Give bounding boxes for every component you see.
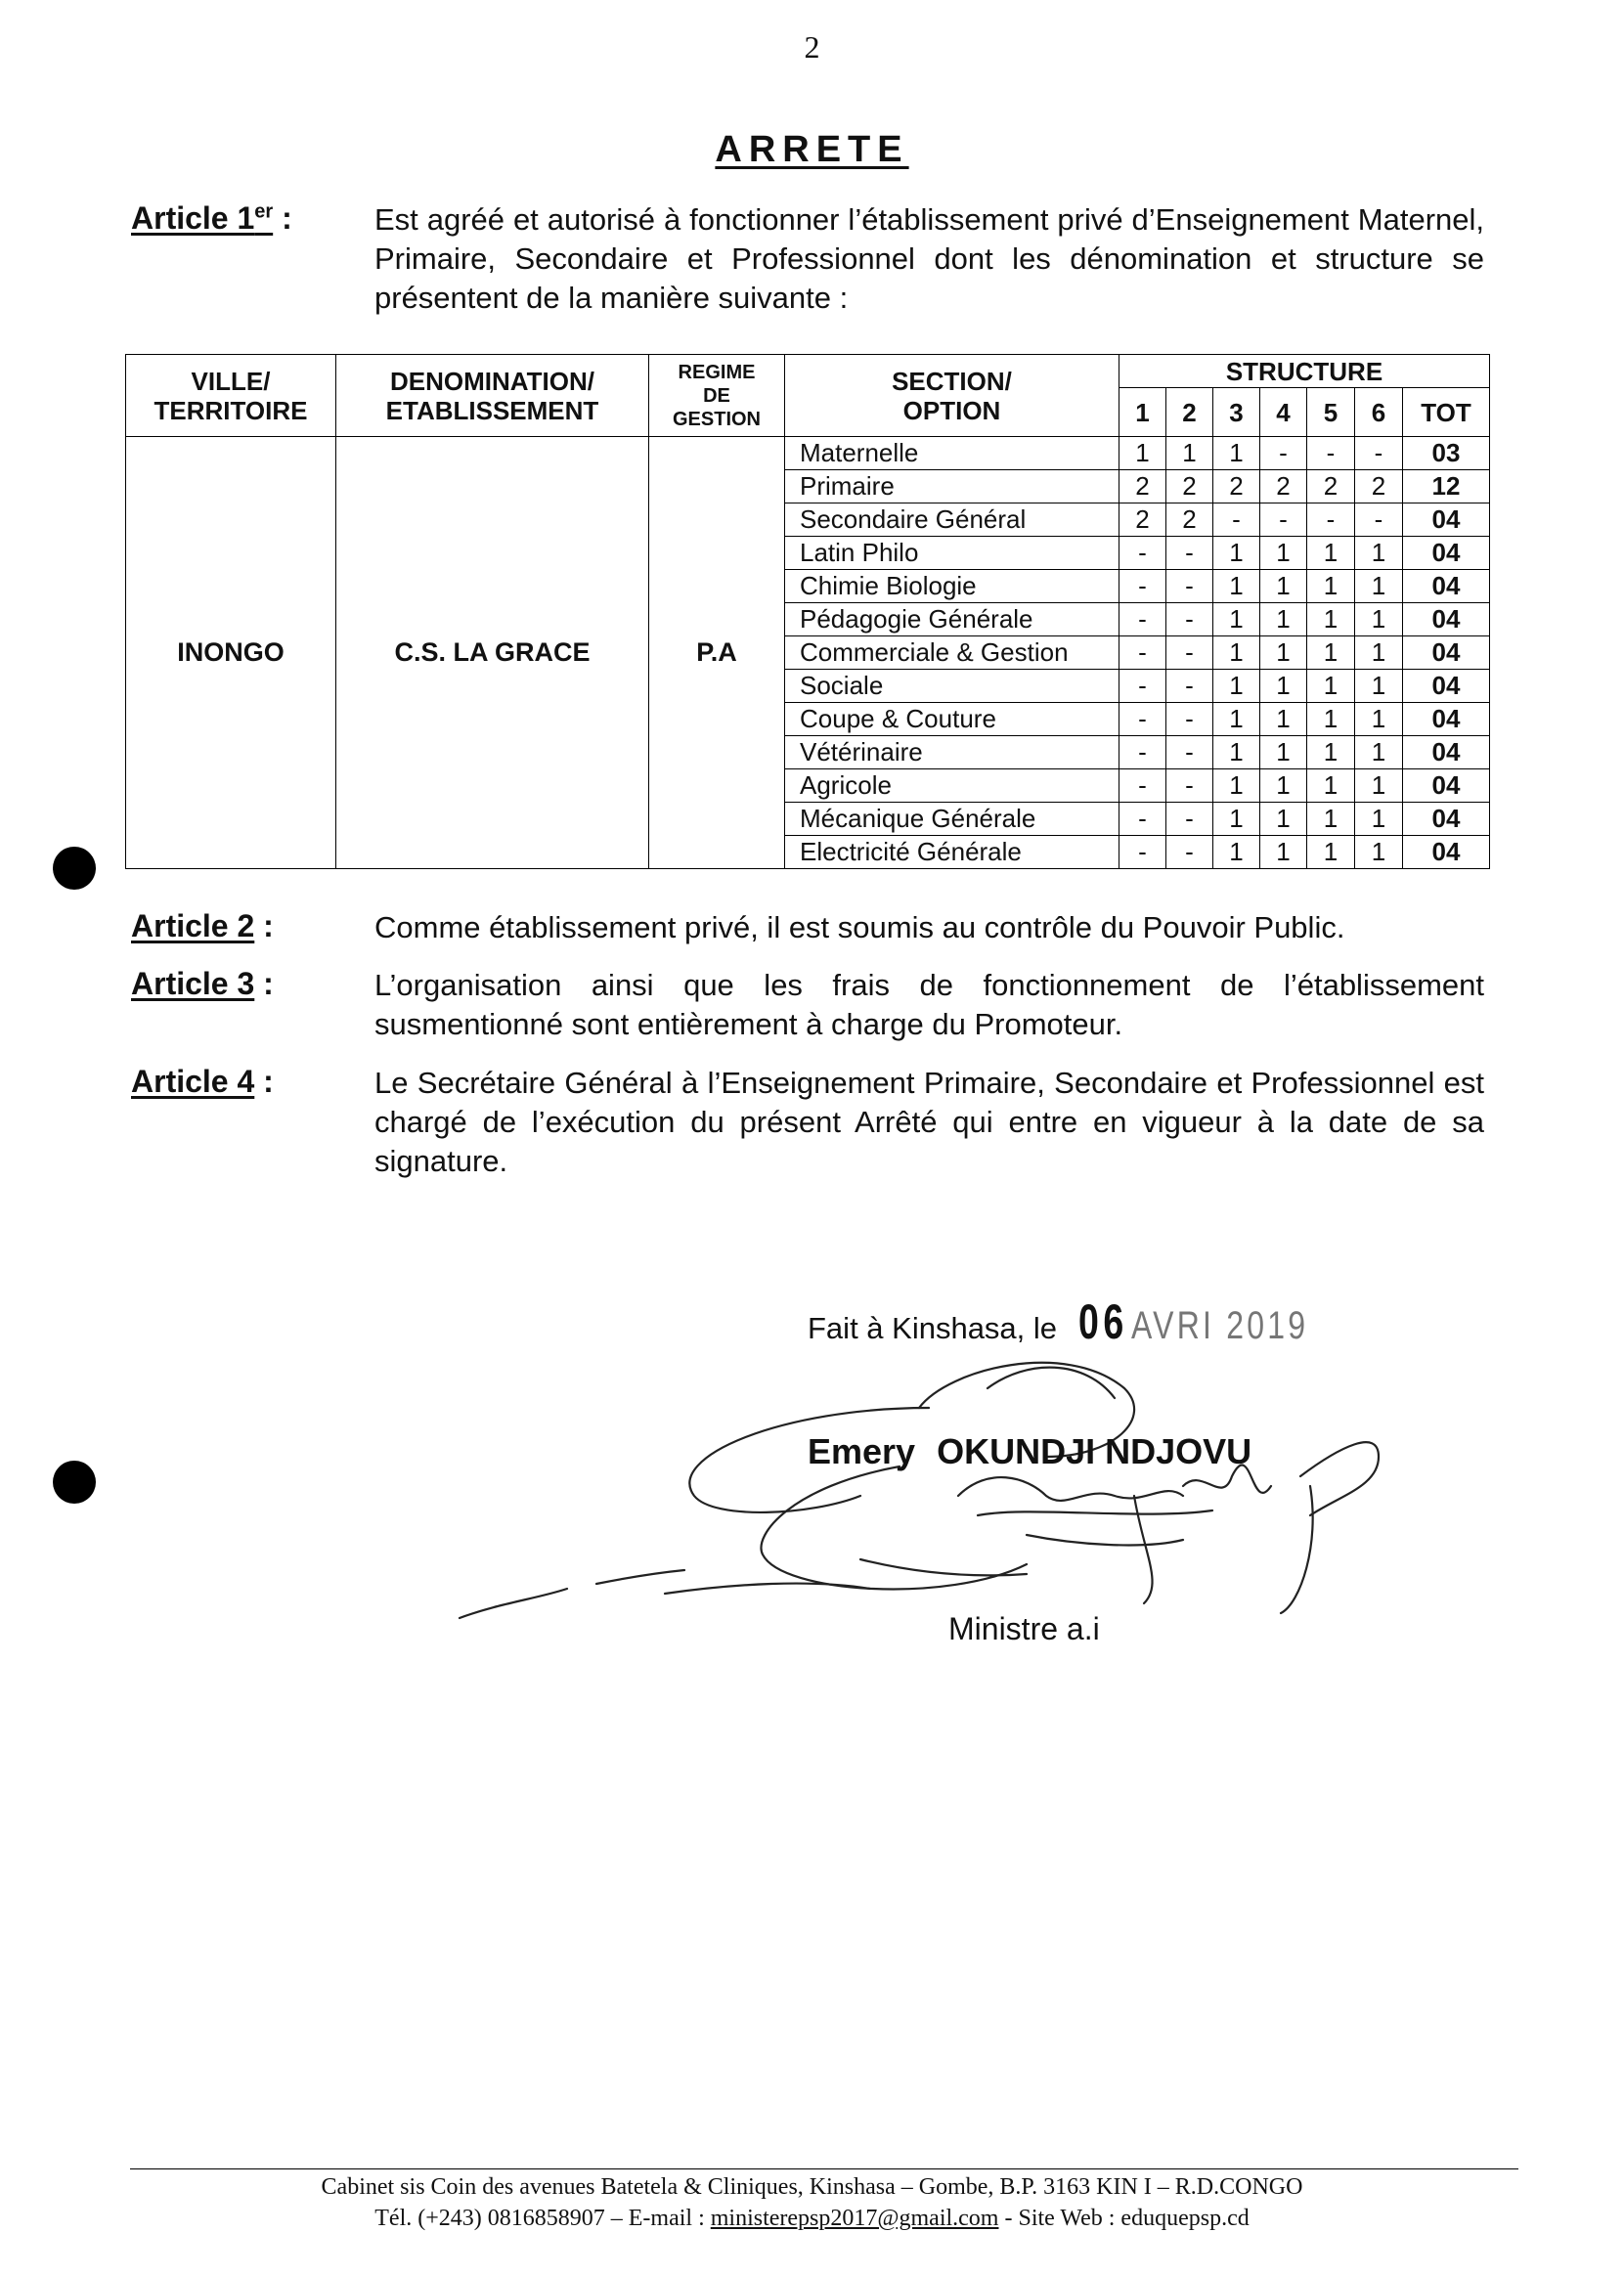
total-cell: 12 (1403, 470, 1490, 503)
total-cell: 04 (1403, 636, 1490, 670)
article-2-text: Comme établissement privé, il est soumis au contrôle du Pouvoir Public. (374, 910, 1345, 944)
level-6-cell: - (1355, 503, 1403, 537)
level-5-cell: 1 (1307, 603, 1355, 636)
section-option-cell: Sociale (785, 670, 1119, 703)
total-cell: 04 (1403, 537, 1490, 570)
level-1-cell: 2 (1119, 470, 1166, 503)
level-4-cell: - (1260, 503, 1307, 537)
total-cell: 04 (1403, 503, 1490, 537)
signer-name (808, 1431, 1251, 1472)
total-cell: 04 (1403, 670, 1490, 703)
footer-contact: Tél. (+243) 0816858907 – E-mail : ministerepsp2017@gmail.com - Site Web : eduquepsp.cd (374, 2206, 1250, 2231)
article-1-text: Est agréé et autorisé à fonctionner l’établissement privé d’Enseignement Maternel, Primaire, Secondaire et Professionnel dont les dénomination et structure se présentent de la manière suivante : (374, 202, 1484, 315)
section-option-cell: Pédagogie Générale (785, 603, 1119, 636)
level-3-cell: 1 (1213, 769, 1260, 803)
level-3-cell: 1 (1213, 570, 1260, 603)
section-option-cell: Commerciale & Gestion (785, 636, 1119, 670)
level-2-cell: - (1166, 803, 1213, 836)
level-1-cell: - (1119, 736, 1166, 769)
level-3-cell: 1 (1213, 437, 1260, 470)
table-row (126, 437, 1490, 470)
level-4-cell: 1 (1260, 803, 1307, 836)
level-2-cell: - (1166, 603, 1213, 636)
level-5-cell: 1 (1307, 537, 1355, 570)
level-6-cell: 1 (1355, 703, 1403, 736)
level-2-cell: - (1166, 836, 1213, 869)
date-stamp-month-year: AVRI 2019 (1130, 1304, 1308, 1347)
place-text: Fait à Kinshasa, le (808, 1311, 1058, 1345)
level-3-cell: 1 (1213, 803, 1260, 836)
section-option-cell: Vétérinaire (785, 736, 1119, 769)
level-1-cell: - (1119, 836, 1166, 869)
total-cell: 04 (1403, 603, 1490, 636)
level-5-cell: 1 (1307, 736, 1355, 769)
level-4-cell: - (1260, 437, 1307, 470)
level-2-cell: - (1166, 537, 1213, 570)
level-1-cell: - (1119, 670, 1166, 703)
total-cell: 04 (1403, 570, 1490, 603)
header-level-3: 3 (1213, 388, 1260, 437)
level-4-cell: 1 (1260, 769, 1307, 803)
section-option-cell: Maternelle (785, 437, 1119, 470)
level-4-cell: 1 (1260, 537, 1307, 570)
level-2-cell: - (1166, 736, 1213, 769)
level-1-cell: - (1119, 570, 1166, 603)
signer-first-name: Emery (808, 1431, 916, 1471)
level-6-cell: 1 (1355, 636, 1403, 670)
footer-address: Cabinet sis Coin des avenues Batetela & Cliniques, Kinshasa – Gombe, B.P. 3163 KIN I – R.D.CONGO (321, 2174, 1303, 2200)
header-level-4: 4 (1260, 388, 1307, 437)
place-and-date (808, 1293, 1352, 1350)
header-structure: STRUCTURE (1119, 355, 1490, 388)
level-1-cell: - (1119, 703, 1166, 736)
footer-email-link[interactable]: ministerepsp2017@gmail.com (710, 2206, 999, 2231)
level-5-cell: 1 (1307, 836, 1355, 869)
level-2-cell: - (1166, 636, 1213, 670)
punch-hole-top (53, 847, 96, 890)
level-5-cell: 1 (1307, 636, 1355, 670)
structure-table (125, 354, 1490, 869)
signer-last-name: OKUNDJI NDJOVU (937, 1431, 1252, 1471)
level-4-cell: 1 (1260, 670, 1307, 703)
level-2-cell: - (1166, 670, 1213, 703)
level-6-cell: 2 (1355, 470, 1403, 503)
level-2-cell: - (1166, 703, 1213, 736)
section-option-cell: Latin Philo (785, 537, 1119, 570)
level-3-cell: 1 (1213, 537, 1260, 570)
punch-hole-bottom (53, 1461, 96, 1504)
total-cell: 04 (1403, 736, 1490, 769)
total-cell: 03 (1403, 437, 1490, 470)
header-ville: VILLE/ TERRITOIRE (126, 355, 336, 437)
level-5-cell: 1 (1307, 769, 1355, 803)
level-2-cell: 2 (1166, 470, 1213, 503)
article-2-label: Article 2 : (131, 908, 274, 943)
total-cell: 04 (1403, 703, 1490, 736)
level-3-cell: 1 (1213, 736, 1260, 769)
level-4-cell: 1 (1260, 636, 1307, 670)
ville-cell: INONGO (126, 437, 336, 869)
footer-rule (130, 2168, 1518, 2169)
header-tot: TOT (1403, 388, 1490, 437)
level-1-cell: - (1119, 769, 1166, 803)
article-1-label-underlined: Article 1er (131, 200, 274, 236)
level-6-cell: 1 (1355, 570, 1403, 603)
level-2-cell: 2 (1166, 503, 1213, 537)
section-option-cell: Mécanique Générale (785, 803, 1119, 836)
level-4-cell: 1 (1260, 570, 1307, 603)
level-3-cell: 1 (1213, 670, 1260, 703)
section-option-cell: Chimie Biologie (785, 570, 1119, 603)
header-level-6: 6 (1355, 388, 1403, 437)
level-3-cell: 1 (1213, 703, 1260, 736)
level-4-cell: 1 (1260, 703, 1307, 736)
section-option-cell: Agricole (785, 769, 1119, 803)
level-4-cell: 1 (1260, 603, 1307, 636)
level-5-cell: 1 (1307, 670, 1355, 703)
article-3-text: L’organisation ainsi que les frais de fonctionnement de l’établissement susmentionné sont entièrement à charge du Promoteur. (374, 968, 1484, 1041)
level-3-cell: 1 (1213, 636, 1260, 670)
section-option-cell: Primaire (785, 470, 1119, 503)
level-2-cell: - (1166, 769, 1213, 803)
level-1-cell: - (1119, 803, 1166, 836)
level-5-cell: 2 (1307, 470, 1355, 503)
header-regime: REGIME DE GESTION (649, 355, 785, 437)
header-level-2: 2 (1166, 388, 1213, 437)
level-2-cell: - (1166, 570, 1213, 603)
level-6-cell: - (1355, 437, 1403, 470)
etablissement-cell: C.S. LA GRACE (336, 437, 649, 869)
level-6-cell: 1 (1355, 603, 1403, 636)
level-3-cell: 1 (1213, 603, 1260, 636)
level-3-cell: - (1213, 503, 1260, 537)
header-level-5: 5 (1307, 388, 1355, 437)
level-6-cell: 1 (1355, 836, 1403, 869)
level-6-cell: 1 (1355, 670, 1403, 703)
total-cell: 04 (1403, 769, 1490, 803)
level-4-cell: 1 (1260, 836, 1307, 869)
level-4-cell: 1 (1260, 736, 1307, 769)
level-6-cell: 1 (1355, 803, 1403, 836)
page-number: 2 (804, 29, 820, 65)
level-1-cell: - (1119, 636, 1166, 670)
level-5-cell: 1 (1307, 570, 1355, 603)
level-3-cell: 2 (1213, 470, 1260, 503)
level-5-cell: 1 (1307, 803, 1355, 836)
header-denomination: DENOMINATION/ ETABLISSEMENT (336, 355, 649, 437)
article-4-label: Article 4 : (131, 1064, 274, 1099)
level-6-cell: 1 (1355, 736, 1403, 769)
article-4-text: Le Secrétaire Général à l’Enseignement Primaire, Secondaire et Professionnel est chargé de l’exécution du présent Arrêté qui entre en vigueur à la date de sa signature. (374, 1066, 1484, 1178)
level-3-cell: 1 (1213, 836, 1260, 869)
document-title-text: ARRETE (715, 129, 909, 170)
total-cell: 04 (1403, 836, 1490, 869)
article-3-label: Article 3 : (131, 966, 274, 1001)
signer-role: Ministre a.i (948, 1611, 1100, 1646)
level-6-cell: 1 (1355, 537, 1403, 570)
level-1-cell: 1 (1119, 437, 1166, 470)
level-5-cell: 1 (1307, 703, 1355, 736)
regime-cell: P.A (649, 437, 785, 869)
level-2-cell: 1 (1166, 437, 1213, 470)
document-title (0, 129, 1624, 171)
header-section: SECTION/ OPTION (785, 355, 1119, 437)
level-1-cell: - (1119, 537, 1166, 570)
level-1-cell: - (1119, 603, 1166, 636)
handwritten-signature (440, 1349, 1398, 1672)
section-option-cell: Electricité Générale (785, 836, 1119, 869)
level-5-cell: - (1307, 503, 1355, 537)
level-4-cell: 2 (1260, 470, 1307, 503)
section-option-cell: Secondaire Général (785, 503, 1119, 537)
date-stamp-day: 06 (1078, 1294, 1128, 1349)
article-1-label: Article 1er : (131, 200, 292, 236)
level-5-cell: - (1307, 437, 1355, 470)
level-6-cell: 1 (1355, 769, 1403, 803)
section-option-cell: Coupe & Couture (785, 703, 1119, 736)
level-1-cell: 2 (1119, 503, 1166, 537)
header-level-1: 1 (1119, 388, 1166, 437)
total-cell: 04 (1403, 803, 1490, 836)
